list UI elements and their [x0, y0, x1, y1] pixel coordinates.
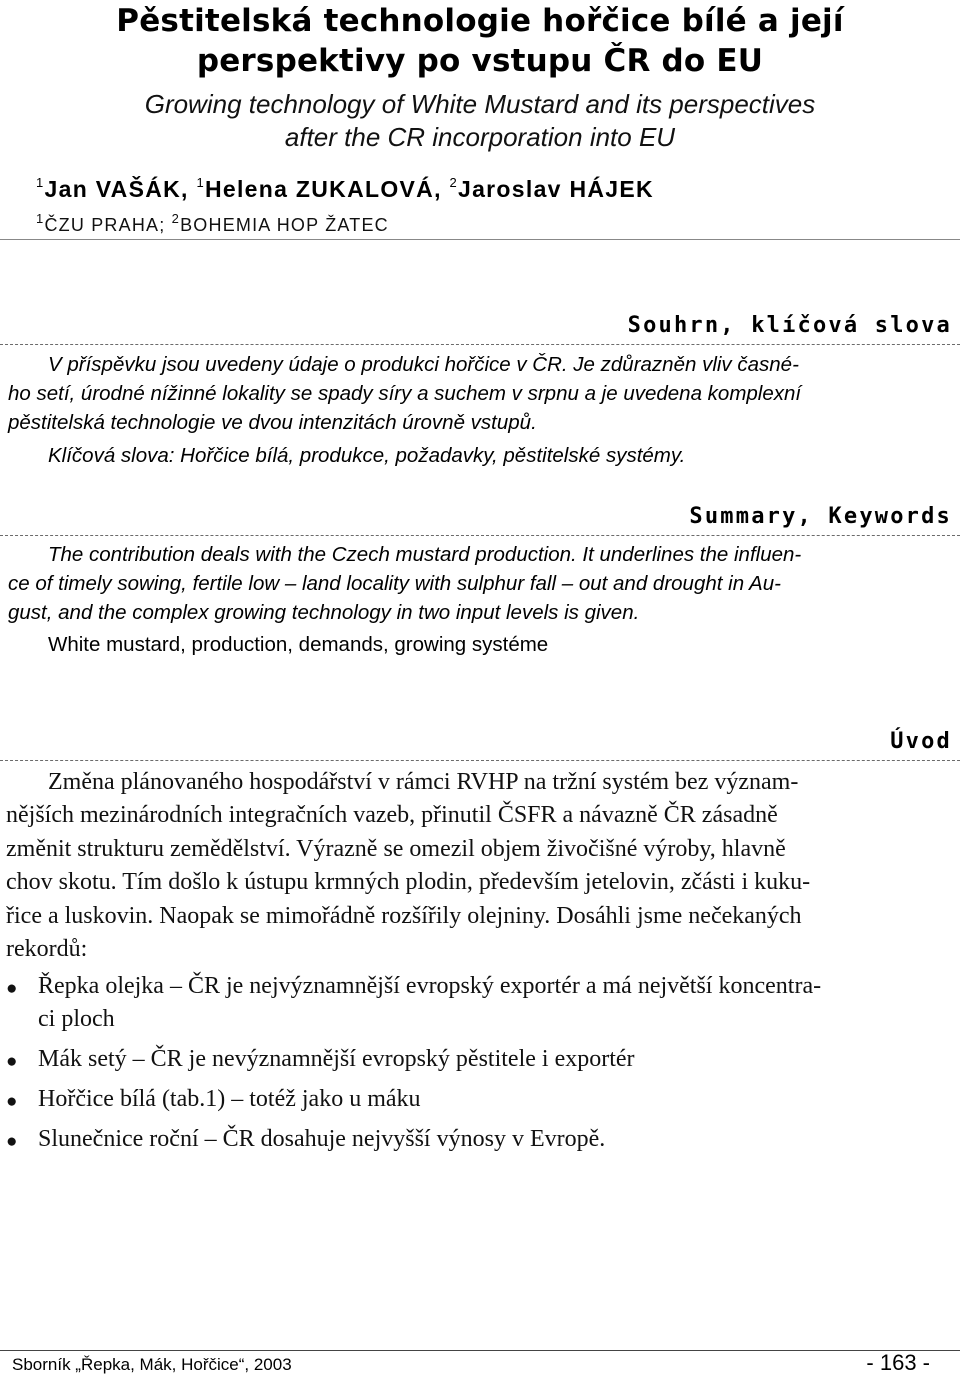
summary-keywords: White mustard, production, demands, growing systéme — [48, 633, 549, 656]
footer-source: Sborník „Řepka, Mák, Hořčice“, 2003 — [12, 1355, 292, 1374]
records-list — [6, 970, 954, 1163]
bullet-icon: ● — [6, 1131, 18, 1152]
author-1: $^1$Jan VAŠÁK, — [36, 175, 189, 202]
souhrn-divider — [0, 344, 960, 345]
bullet-icon: ● — [6, 1091, 18, 1112]
page-number: - 163 - — [866, 1350, 930, 1375]
list-item: ● Řepka olejka – ČR je nejvýznamnější evropský exportér a má největší koncentra- ci ploch — [6, 973, 822, 1032]
english-subtitle-line-1: Growing technology of White Mustard and its perspectives — [144, 89, 816, 119]
list-item: ● Slunečnice roční – ČR dosahuje nejvyšší výnosy v Evropě. — [6, 1126, 606, 1152]
uvod-line-5: řice a luskovin. Naopak se mimořádně rozšířily olejniny. Dosáhli jsme nečekaných — [6, 902, 802, 929]
list-item: ● Mák setý – ČR je nevýznamnější evropský pěstitele i exportér — [6, 1046, 635, 1072]
souhrn-heading: Souhrn, klíčová slova — [627, 313, 952, 338]
paper-title-line-2: perspektivy po vstupu ČR do EU — [196, 43, 764, 79]
uvod-line-1: Změna plánovaného hospodářství v rámci RVHP na tržní systém bez význam- — [48, 769, 799, 795]
author-list — [36, 176, 654, 203]
uvod-line-4: chov skotu. Tím došlo k ústupu krmných plodin, především jetelovin, zčásti i kuku- — [6, 869, 811, 896]
uvod-divider — [0, 760, 960, 761]
author-2: $^1$Helena ZUKALOVÁ, — [196, 175, 442, 202]
summary-abstract — [8, 540, 954, 627]
souhrn-line-2: ho setí, úrodné nížinné lokality se spady síry a suchem v srpnu a je uvedena komplexní — [8, 382, 802, 405]
bullet-icon: ● — [6, 978, 18, 999]
souhrn-line-3: pěstitelská technologie ve dvou intenzitách úrovně vstupů. — [8, 411, 537, 434]
uvod-line-2: nějších mezinárodních integračních vazeb, přinutil ČSFR a návazně ČR zásadně — [6, 802, 778, 829]
souhrn-line-1: V příspěvku jsou uvedeny údaje o produkci hořčice v ČR. Je zdůrazněn vliv časné- — [48, 353, 799, 376]
affiliation-2: BOHEMIA HOP ŽATEC — [180, 215, 389, 235]
souhrn-keywords: Klíčová slova: Hořčice bílá, produkce, požadavky, pěstitelské systémy. — [48, 444, 686, 467]
summary-line-3: gust, and the complex growing technology in two input levels is given. — [8, 601, 640, 624]
summary-heading: Summary, Keywords — [689, 504, 952, 529]
summary-line-2: ce of timely sowing, fertile low – land locality with sulphur fall – out and drought in Au- — [8, 572, 781, 595]
uvod-line-3: změnit strukturu zemědělství. Výrazně se omezil objem živočišné výroby, hlavně — [6, 835, 786, 862]
uvod-line-6: rekordů: — [6, 936, 88, 963]
header-divider — [0, 239, 960, 240]
footer-divider — [0, 1350, 960, 1351]
affiliation-1: ČZU PRAHA; — [44, 215, 166, 235]
summary-line-1: The contribution deals with the Czech mustard production. It underlines the influen- — [48, 543, 802, 566]
bullet-icon: ● — [6, 1051, 18, 1072]
souhrn-abstract — [8, 350, 954, 437]
english-subtitle-line-2: after the CR incorporation into EU — [284, 122, 676, 152]
paper-title-line-1: Pěstitelská technologie hořčice bílé a její — [116, 3, 844, 39]
affiliations: $^1$ČZU PRAHA; $^2$BOHEMIA HOP ŽATEC — [36, 211, 389, 235]
uvod-paragraph — [6, 766, 954, 966]
uvod-heading: Úvod — [890, 729, 952, 754]
author-3: $^2$Jaroslav HÁJEK — [449, 175, 654, 202]
list-item: ● Hořčice bílá (tab.1) – totéž jako u máku — [6, 1086, 421, 1112]
summary-divider — [0, 535, 960, 536]
